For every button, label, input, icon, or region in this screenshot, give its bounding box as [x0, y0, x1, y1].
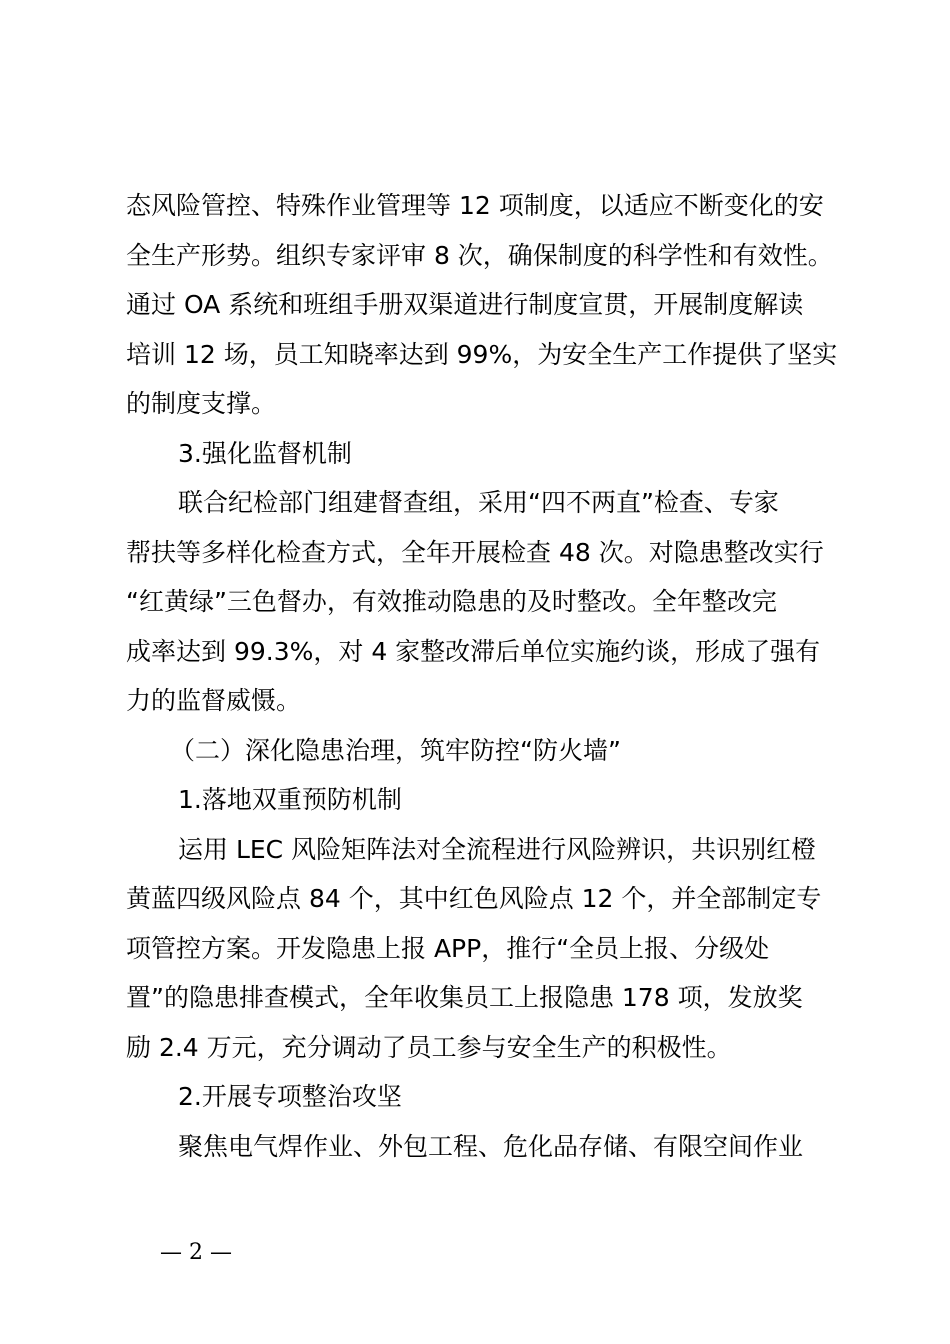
- paragraph-line: 全生产形势。组织专家评审 8 次，确保制度的科学性和有效性。: [126, 241, 833, 270]
- paragraph-line: 运用 LEC 风险矩阵法对全流程进行风险辨识，共识别红橙: [178, 835, 817, 864]
- paragraph-line: “红黄绿”三色督办，有效推动隐患的及时整改。全年整改完: [126, 587, 777, 616]
- paragraph-line: 联合纪检部门组建督查组，采用“四不两直”检查、专家: [178, 488, 779, 517]
- paragraph-line: 成率达到 99.3%，对 4 家整改滞后单位实施约谈，形成了强有: [126, 637, 821, 666]
- page-number: — 2 —: [160, 1240, 232, 1265]
- paragraph-line: 励 2.4 万元，充分调动了员工参与安全生产的积极性。: [126, 1033, 732, 1062]
- paragraph-line: 置”的隐患排查模式，全年收集员工上报隐患 178 项，发放奖: [126, 983, 803, 1012]
- paragraph-line: 培训 12 场，员工知晓率达到 99%，为安全生产工作提供了坚实: [126, 340, 838, 369]
- paragraph-line: 通过 OA 系统和班组手册双渠道进行制度宣贯，开展制度解读: [126, 290, 804, 319]
- paragraph-line: 态风险管控、特殊作业管理等 12 项制度，以适应不断变化的安: [126, 191, 824, 220]
- paragraph-line: 力的监督威慑。: [126, 686, 302, 715]
- paragraph-line: 项管控方案。开发隐患上报 APP，推行“全员上报、分级处: [126, 934, 770, 963]
- subsection-heading: 3.强化监督机制: [178, 439, 352, 468]
- subsection-heading: 2.开展专项整治攻坚: [178, 1082, 402, 1111]
- paragraph-line: 的制度支撑。: [126, 389, 277, 418]
- section-heading: （二）深化隐患治理，筑牢防控“防火墙”: [170, 736, 621, 765]
- paragraph-line: 帮扶等多样化检查方式，全年开展检查 48 次。对隐患整改实行: [126, 538, 824, 567]
- paragraph-line: 聚焦电气焊作业、外包工程、危化品存储、有限空间作业: [178, 1132, 804, 1161]
- subsection-heading: 1.落地双重预防机制: [178, 785, 402, 814]
- paragraph-line: 黄蓝四级风险点 84 个，其中红色风险点 12 个，并全部制定专: [126, 884, 822, 913]
